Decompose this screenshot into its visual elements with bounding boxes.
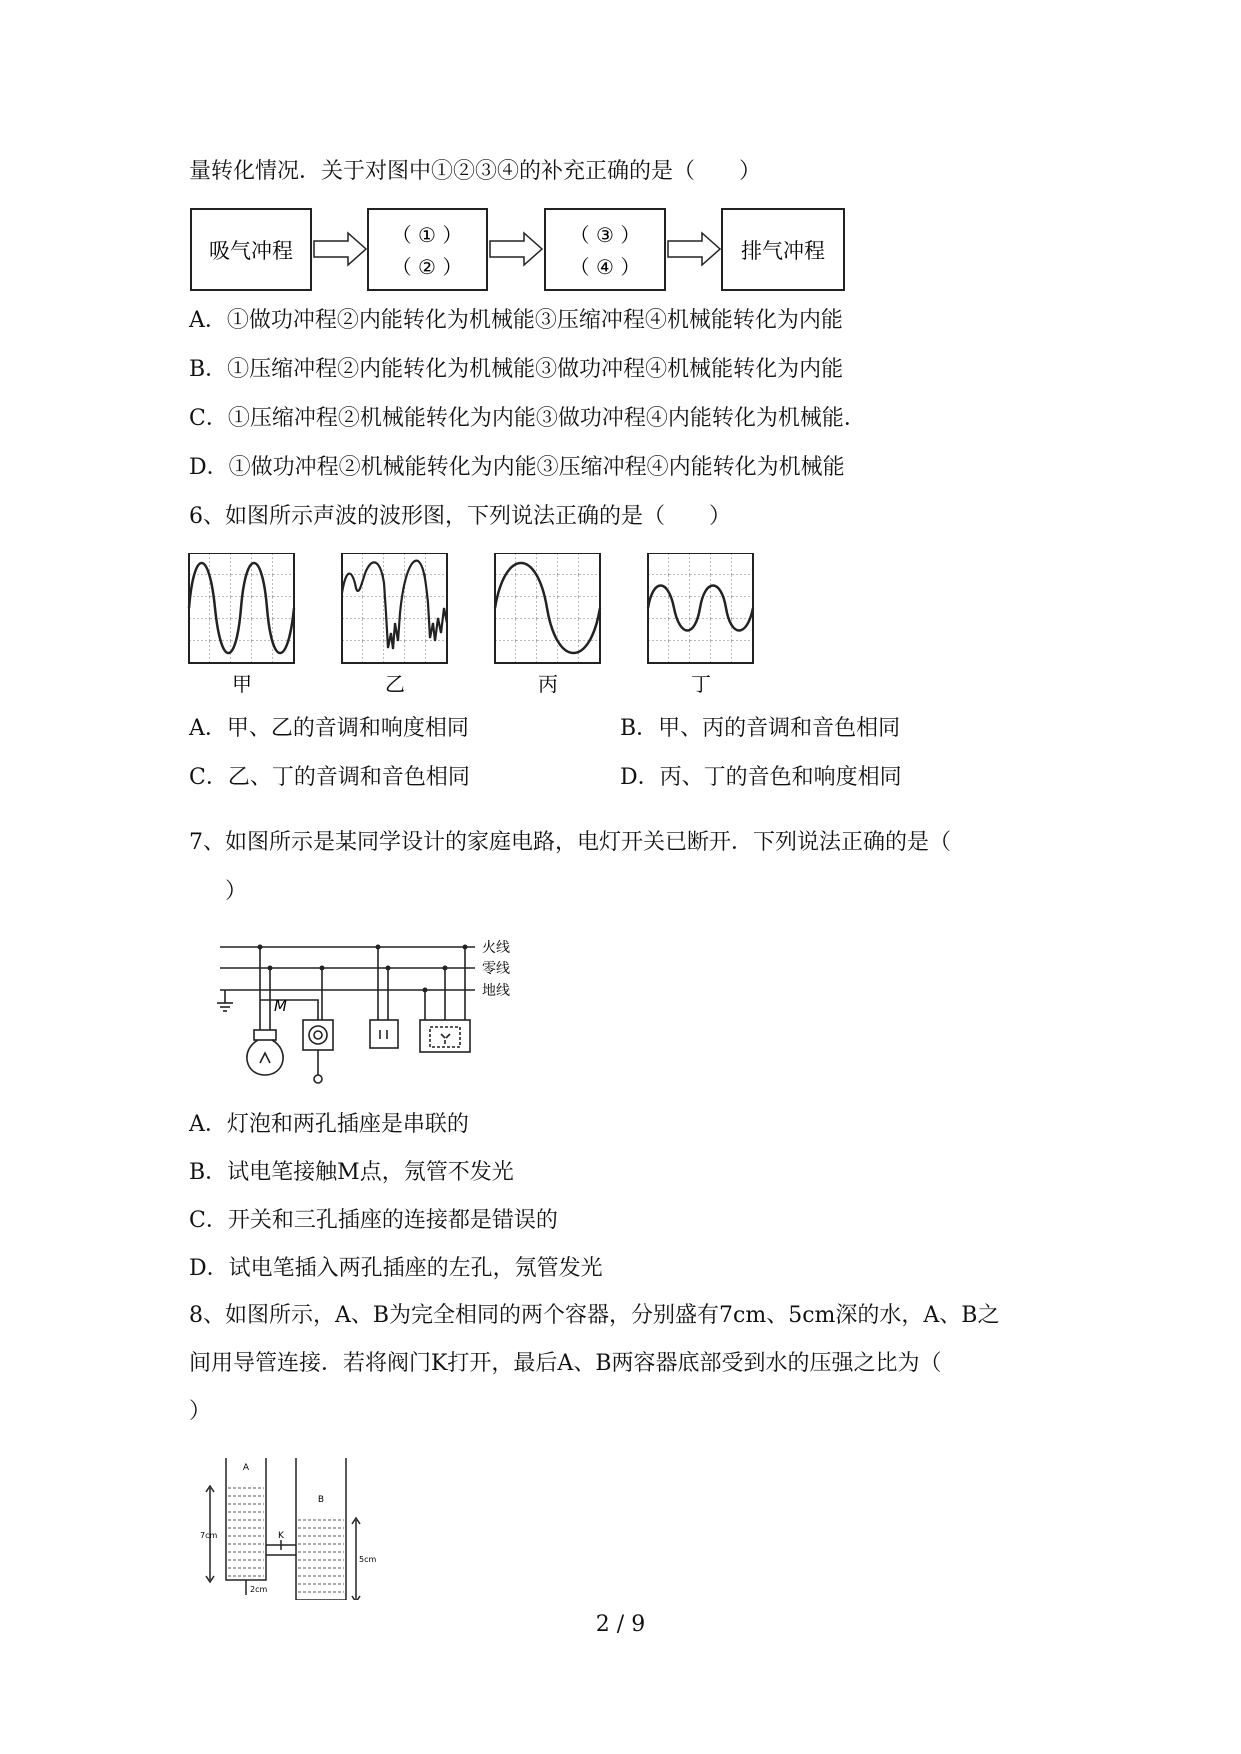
q5-option-d: D．①做功冲程②机械能转化为内能③压缩冲程④内能转化为机械能 (189, 455, 845, 480)
wave-label-yi: 乙 (385, 672, 405, 696)
q8-stem-line1: 8、如图所示，A、B为完全相同的两个容器，分别盛有7cm、5cm深的水，A、B之 (189, 1303, 1000, 1328)
sound-waveforms (185, 553, 775, 698)
q5-stem: 量转化情况．关于对图中①②③④的补充正确的是（ ） (189, 159, 762, 184)
wave-label-bing: 丙 (538, 672, 558, 696)
q7-option-c: C．开关和三孔插座的连接都是错误的 (189, 1208, 558, 1233)
q7-option-b: B．试电笔接触M点，氖管不发光 (189, 1160, 514, 1185)
stroke-box-intake: 吸气冲程 (209, 239, 293, 263)
q6-option-b: B．甲、丙的音调和音色相同 (620, 716, 901, 741)
household-circuit-diagram (210, 935, 540, 1095)
label-point-m: M (274, 997, 287, 1015)
label-depth-a: 7cm (200, 1531, 218, 1540)
q6-option-a: A．甲、乙的音调和响度相同 (189, 716, 469, 741)
q7-option-a: A．灯泡和两孔插座是串联的 (189, 1112, 469, 1137)
label-container-b: B (317, 1495, 325, 1505)
wave-label-jia: 甲 (232, 672, 252, 696)
q5-option-b: B．①压缩冲程②内能转化为机械能③做功冲程④机械能转化为内能 (189, 357, 844, 382)
stroke-box-blank-2: （ ② ） (391, 255, 463, 279)
q7-stem-line2: ） (225, 879, 248, 904)
engine-stroke-diagram (190, 203, 870, 293)
waveform-ding (648, 553, 753, 663)
q5-option-c: C．①压缩冲程②机械能转化为内能③做功冲程④内能转化为机械能． (189, 406, 866, 431)
q6-option-d: D．丙、丁的音色和响度相同 (620, 765, 902, 790)
stroke-box-blank-1: （ ① ） (391, 223, 463, 247)
q8-stem-line2: 间用导管连接．若将阀门K打开，最后A、B两容器底部受到水的压强之比为（ (189, 1351, 942, 1376)
label-valve-k: K (278, 1531, 284, 1541)
page-number: 2 / 9 (595, 1612, 646, 1637)
label-container-a: A (242, 1463, 250, 1473)
q7-option-d: D．试电笔插入两孔插座的左孔，氖管发光 (189, 1256, 603, 1281)
stroke-box-blank-3: （ ③ ） (569, 223, 641, 247)
q6-stem: 6、如图所示声波的波形图，下列说法正确的是（ ） (189, 504, 731, 529)
waveform-bing (495, 553, 600, 663)
label-live-wire: 火线 (482, 940, 510, 956)
q7-stem-line1: 7、如图所示是某同学设计的家庭电路，电灯开关已断开．下列说法正确的是（ (189, 830, 951, 855)
q8-stem-line3: ） (189, 1399, 212, 1424)
label-neutral-wire: 零线 (482, 961, 510, 977)
waveform-jia (189, 553, 294, 663)
stroke-box-blank-4: （ ④ ） (569, 255, 641, 279)
q5-option-a: A．①做功冲程②内能转化为机械能③压缩冲程④机械能转化为内能 (189, 308, 843, 333)
label-ground-wire: 地线 (482, 983, 510, 999)
connected-containers-figure (198, 1450, 378, 1600)
q6-option-c: C．乙、丁的音调和音色相同 (189, 765, 470, 790)
wave-label-ding: 丁 (691, 672, 711, 696)
waveform-yi (342, 553, 447, 663)
label-depth-b: 5cm (359, 1555, 377, 1564)
stroke-box-exhaust: 排气冲程 (741, 239, 825, 263)
label-pipe-height: 2cm (250, 1585, 268, 1594)
